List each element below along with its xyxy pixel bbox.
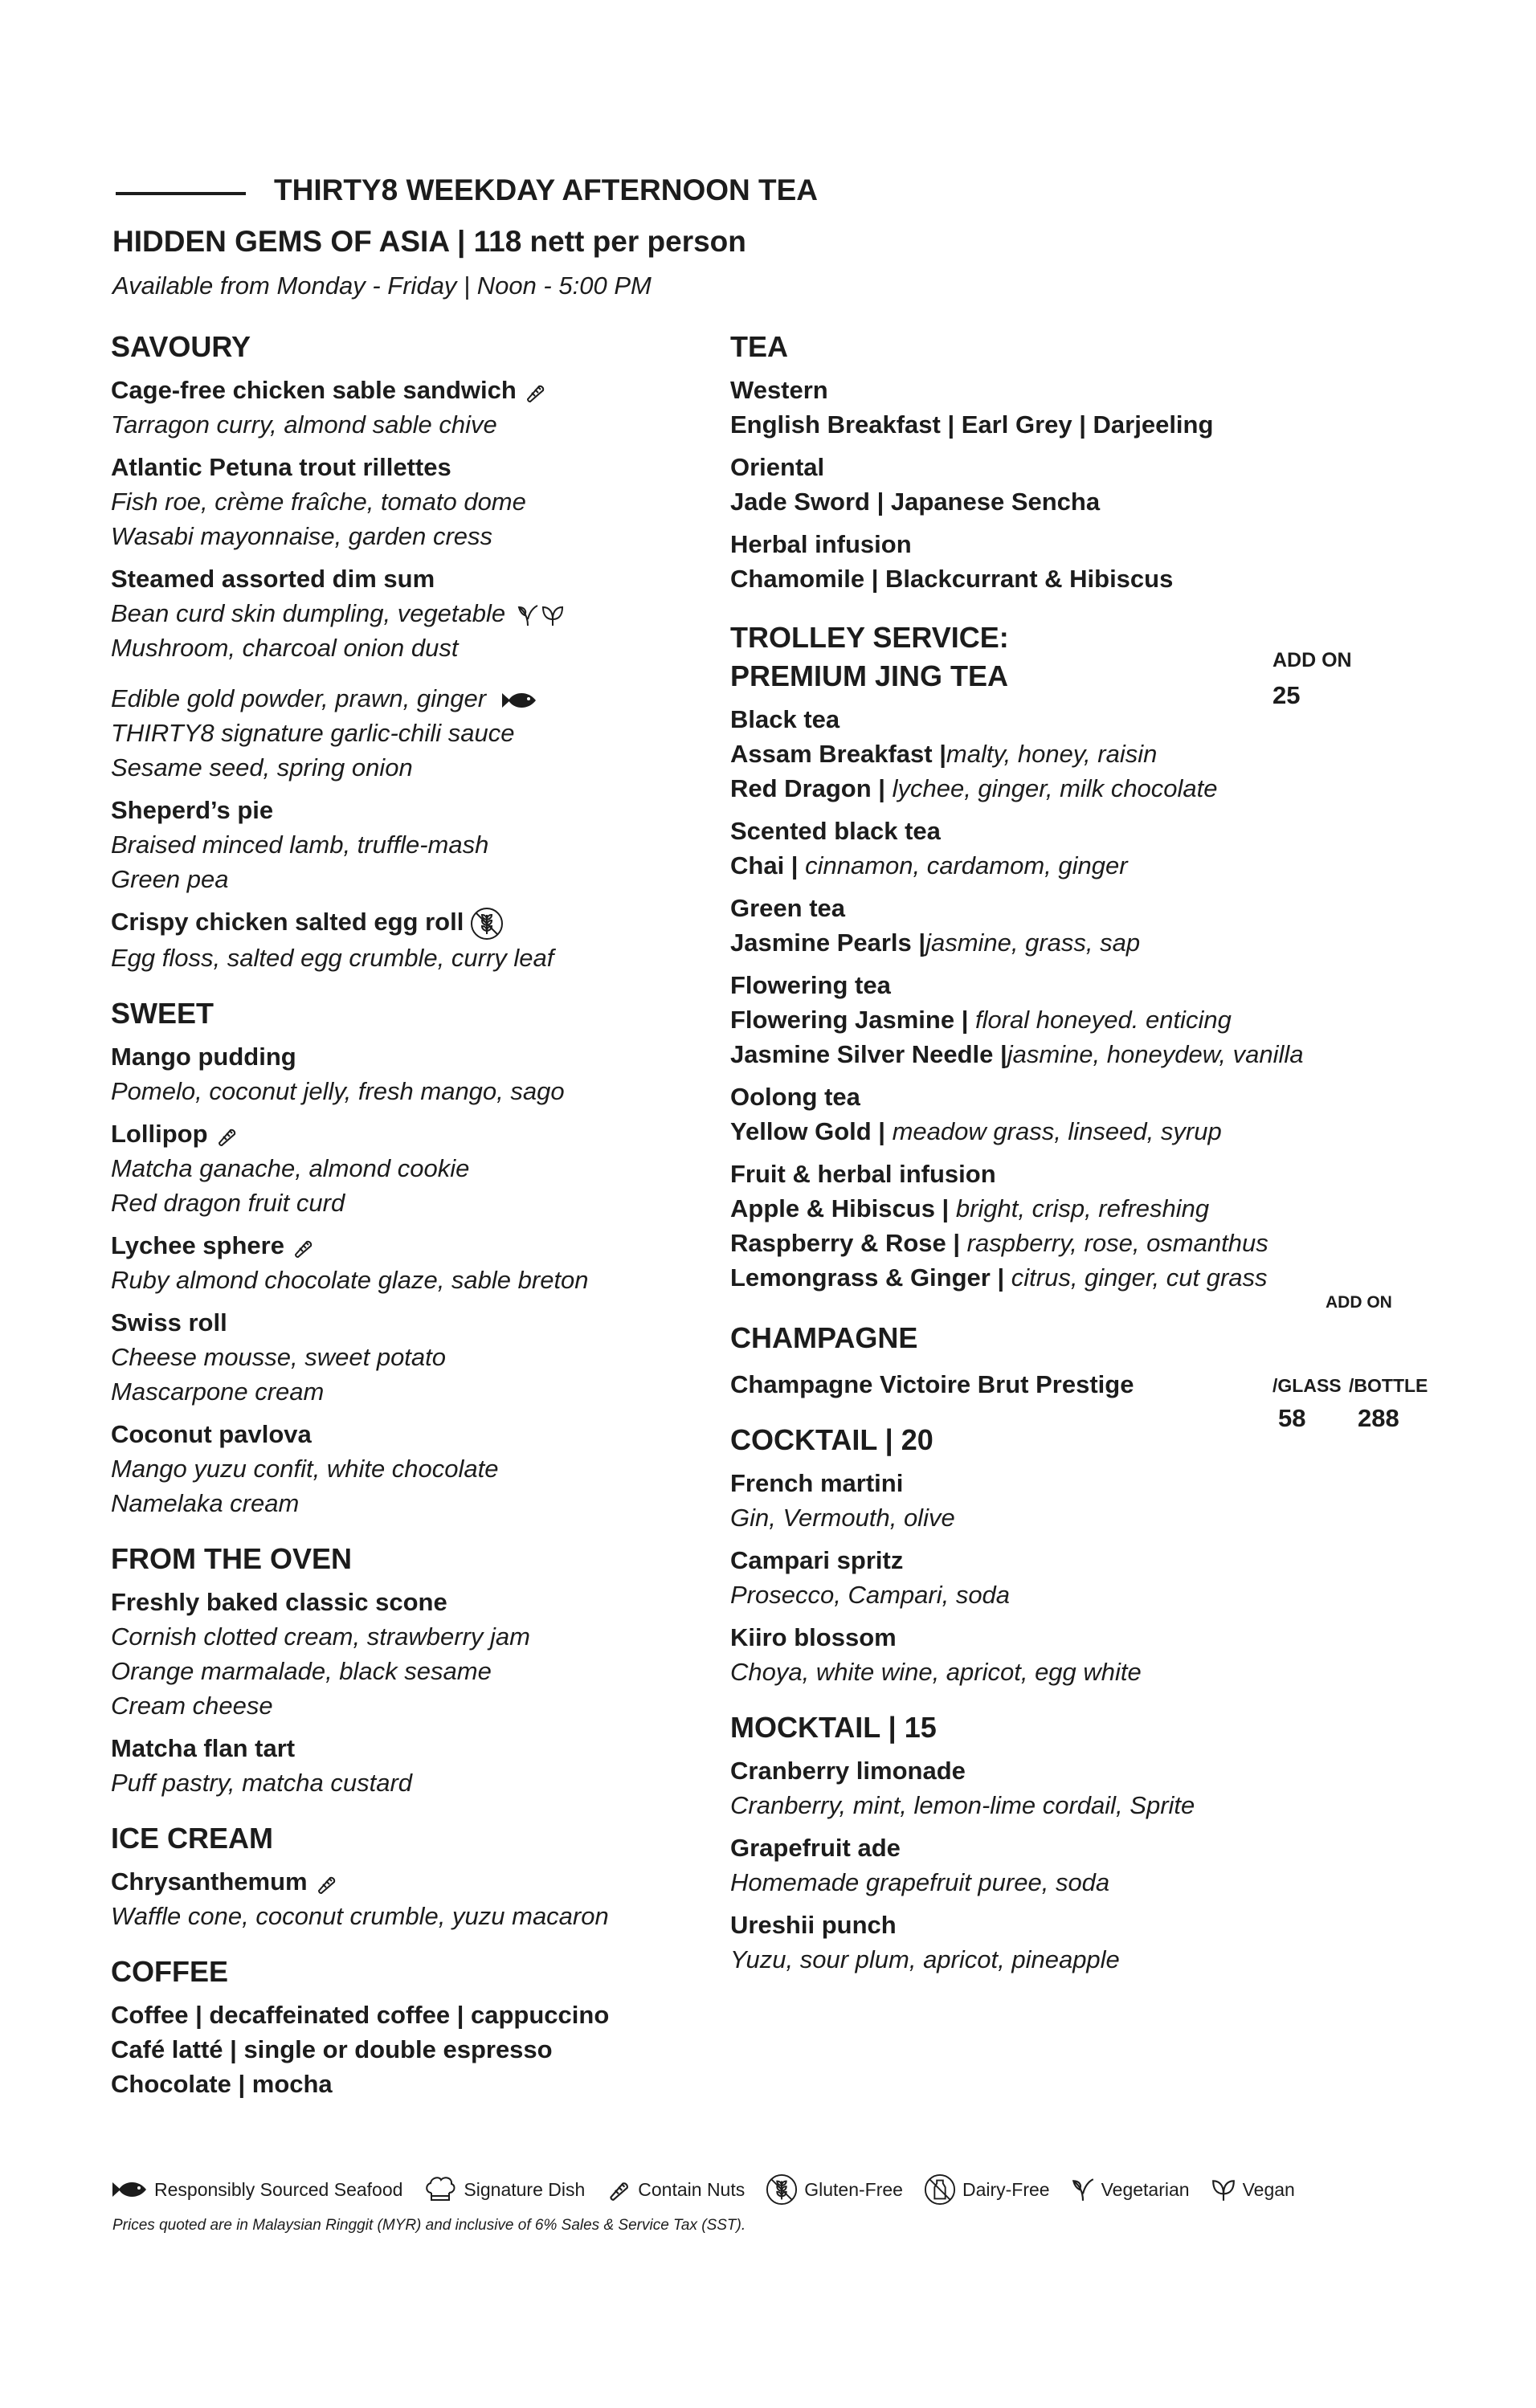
item-name: Lychee sphere	[111, 1231, 284, 1259]
tea-item	[730, 1260, 1309, 1295]
menu-item	[730, 1543, 1309, 1612]
tea-name: Raspberry & Rose |	[730, 1229, 961, 1257]
menu-item	[111, 1731, 721, 1800]
champagne-addon-label: ADD ON	[1326, 1293, 1392, 1312]
menu-item	[111, 450, 721, 553]
legend-item	[111, 2179, 402, 2201]
tea-label: Flowering tea	[730, 971, 891, 999]
tea-item	[730, 1114, 1309, 1149]
tea-group	[730, 527, 1309, 596]
legend-label: Vegetarian	[1101, 2178, 1190, 2200]
menu-item	[730, 1466, 1309, 1535]
nut-icon	[523, 380, 547, 404]
section-title-champagne: CHAMPAGNE	[730, 1321, 918, 1354]
item-name: Mango pudding	[111, 1042, 296, 1071]
right-column	[730, 328, 1309, 1985]
tea-item	[730, 737, 1309, 771]
tea-name: Lemongrass & Ginger |	[730, 1263, 1005, 1292]
chef-hat-icon	[423, 2175, 457, 2204]
tea-item	[730, 848, 1309, 883]
item-desc: Mango yuzu confit, white chocolate	[111, 1454, 499, 1483]
nut-icon	[214, 1124, 239, 1148]
item-desc: Mascarpone cream	[111, 1377, 325, 1406]
legend-label: Contain Nuts	[638, 2178, 746, 2200]
tea-notes: jasmine, honeydew, vanilla	[1007, 1040, 1304, 1068]
legend-label: Responsibly Sourced Seafood	[154, 2178, 403, 2200]
coffee-list	[111, 1998, 721, 2101]
tea-name: Chai |	[730, 851, 799, 880]
trolley-addon-label: ADD ON	[1273, 649, 1352, 671]
tea-group	[730, 373, 1309, 442]
section-title-savoury: SAVOURY	[111, 330, 251, 363]
item-name: Chrysanthemum	[111, 1867, 308, 1896]
dietary-legend	[111, 2173, 1316, 2206]
header-rule	[116, 192, 246, 195]
item-desc: Ruby almond chocolate glaze, sable breton	[111, 1265, 589, 1294]
item-desc: Sesame seed, spring onion	[111, 753, 413, 782]
champagne-glass-label: /GLASS	[1273, 1375, 1342, 1396]
item-desc: Waffle cone, coconut crumble, yuzu macaron	[111, 1901, 609, 1930]
legend-item	[1071, 2177, 1190, 2202]
tea-list: Chamomile | Blackcurrant & Hibiscus	[730, 565, 1174, 593]
section-title-cocktail: COCKTAIL | 20	[730, 1423, 933, 1456]
fish-icon	[111, 2180, 148, 2199]
tea-notes: bright, crisp, refreshing	[949, 1194, 1210, 1222]
tea-label: Western	[730, 376, 828, 404]
vegetarian-icon	[517, 603, 539, 627]
menu-item	[111, 561, 721, 665]
legend-item	[924, 2173, 1050, 2206]
item-desc: Braised minced lamb, truffle-mash	[111, 831, 489, 859]
nut-icon	[606, 2177, 631, 2202]
tea-notes: raspberry, rose, osmanthus	[960, 1229, 1268, 1257]
tea-group	[730, 1157, 1309, 1295]
item-desc: Tarragon curry, almond sable chive	[111, 410, 497, 439]
tea-name: Yellow Gold |	[730, 1117, 885, 1145]
tea-label: Black tea	[730, 705, 840, 733]
item-desc: Gin, Vermouth, olive	[730, 1504, 955, 1532]
coffee-line: Coffee | decaffeinated coffee | cappuccino	[111, 2000, 610, 2029]
tea-label: Green tea	[730, 894, 846, 922]
dairy-free-icon	[924, 2173, 956, 2206]
tea-item	[730, 925, 1309, 960]
item-desc: Cranberry, mint, lemon-lime cordail, Sprite	[730, 1791, 1195, 1819]
tea-item	[730, 1226, 1309, 1260]
tea-name: Assam Breakfast |	[730, 740, 946, 768]
menu-item	[730, 1367, 1309, 1402]
section-title-trolley: TROLLEY SERVICE:	[730, 621, 1009, 654]
tea-group	[730, 1080, 1309, 1149]
gluten-free-icon	[470, 907, 504, 941]
item-desc: Pomelo, coconut jelly, fresh mango, sago	[111, 1076, 565, 1105]
section-title-oven: FROM THE OVEN	[111, 1541, 353, 1575]
item-desc: Edible gold powder, prawn, ginger	[111, 684, 487, 712]
tea-label: Oriental	[730, 453, 825, 481]
menu-item	[111, 1228, 721, 1297]
item-desc: Choya, white wine, apricot, egg white	[730, 1658, 1142, 1686]
vegan-icon	[541, 603, 565, 627]
item-desc: Prosecco, Campari, soda	[730, 1581, 1011, 1609]
item-name: Champagne Victoire Brut Prestige	[730, 1370, 1134, 1398]
tea-group	[730, 891, 1309, 960]
tea-notes: cinnamon, cardamom, ginger	[798, 851, 1128, 880]
item-name: Atlantic Petuna trout rillettes	[111, 453, 451, 481]
item-desc: THIRTY8 signature garlic-chili sauce	[111, 719, 515, 747]
menu-item	[111, 681, 721, 785]
item-desc: Yuzu, sour plum, apricot, pineapple	[730, 1945, 1120, 1973]
trolley-addon-price: 25	[1273, 681, 1301, 709]
left-column	[111, 328, 721, 2101]
menu-item	[111, 373, 721, 442]
tea-label: Scented black tea	[730, 817, 941, 845]
legend-item	[423, 2175, 585, 2204]
item-name: Kiiro blossom	[730, 1623, 897, 1651]
item-name: Cranberry limonade	[730, 1757, 966, 1785]
item-name: Swiss roll	[111, 1308, 227, 1337]
tea-list: English Breakfast | Earl Grey | Darjeeling	[730, 410, 1214, 439]
item-desc: Namelaka cream	[111, 1488, 300, 1517]
item-desc: Fish roe, crème fraîche, tomato dome	[111, 488, 526, 516]
tea-notes: jasmine, grass, sap	[925, 929, 1141, 957]
menu-item	[111, 1039, 721, 1108]
section-title-mocktail: MOCKTAIL | 15	[730, 1711, 937, 1744]
nut-icon	[314, 1871, 338, 1896]
menu-item	[730, 1620, 1309, 1689]
legend-item	[766, 2173, 903, 2206]
tea-notes: floral honeyed. enticing	[968, 1006, 1232, 1034]
tea-group	[730, 968, 1309, 1071]
tea-notes: lychee, ginger, milk chocolate	[884, 774, 1218, 802]
tea-item	[730, 1191, 1309, 1226]
item-desc: Matcha ganache, almond cookie	[111, 1153, 470, 1182]
legend-label: Signature Dish	[464, 2178, 586, 2200]
price-footnote: Prices quoted are in Malaysian Ringgit (MYR) and inclusive of 6% Sales & Service Tax (SST).	[112, 2217, 746, 2234]
item-name: Crispy chicken salted egg roll	[111, 908, 464, 936]
menu-item	[111, 1864, 721, 1933]
coffee-line: Café latté | single or double espresso	[111, 2035, 553, 2063]
coffee-line: Chocolate | mocha	[111, 2069, 333, 2098]
tea-notes: meadow grass, linseed, syrup	[884, 1117, 1222, 1145]
tea-name: Jasmine Pearls |	[730, 929, 926, 957]
menu-item	[730, 1830, 1309, 1900]
section-title-sweet: SWEET	[111, 996, 214, 1030]
item-desc: Bean curd skin dumpling, vegetable	[111, 599, 506, 627]
item-desc: Green pea	[111, 865, 229, 893]
section-title-icecream: ICE CREAM	[111, 1821, 274, 1855]
tea-label: Fruit & herbal infusion	[730, 1160, 996, 1188]
champagne-glass-price: 58	[1278, 1404, 1306, 1432]
item-name: Cage-free chicken sable sandwich	[111, 376, 517, 404]
item-desc: Orange marmalade, black sesame	[111, 1656, 492, 1685]
tea-notes: malty, honey, raisin	[946, 740, 1158, 768]
tea-group	[730, 814, 1309, 883]
item-desc: Egg floss, salted egg crumble, curry leaf	[111, 943, 554, 972]
menu-item	[111, 1585, 721, 1723]
item-desc: Cheese mousse, sweet potato	[111, 1342, 447, 1371]
menu-item	[730, 1908, 1309, 1977]
tea-name: Red Dragon |	[730, 774, 885, 802]
menu-item	[111, 1116, 721, 1220]
item-desc: Wasabi mayonnaise, garden cress	[111, 522, 493, 550]
gluten-free-icon	[766, 2173, 798, 2206]
legend-item	[606, 2177, 745, 2202]
vegetarian-icon	[1071, 2177, 1095, 2202]
item-name: Campari spritz	[730, 1546, 904, 1574]
menu-item	[730, 1753, 1309, 1822]
champagne-bottle-label: /BOTTLE	[1349, 1375, 1428, 1396]
legend-label: Gluten-Free	[804, 2178, 903, 2200]
menu-item	[111, 793, 721, 896]
item-desc: Homemade grapefruit puree, soda	[730, 1868, 1110, 1896]
tea-label: Oolong tea	[730, 1083, 860, 1111]
item-desc: Cornish clotted cream, strawberry jam	[111, 1622, 530, 1651]
item-desc: Cream cheese	[111, 1691, 273, 1720]
legend-item	[1211, 2177, 1295, 2202]
item-name: Ureshii punch	[730, 1911, 897, 1939]
vegan-icon	[1211, 2177, 1236, 2202]
tea-item	[730, 1037, 1309, 1071]
menu-item	[111, 1417, 721, 1520]
item-name: Lollipop	[111, 1119, 208, 1148]
menu-subtitle: HIDDEN GEMS OF ASIA | 118 nett per person	[112, 225, 746, 258]
item-name: Coconut pavlova	[111, 1419, 312, 1448]
tea-notes: citrus, ginger, cut grass	[1004, 1263, 1268, 1292]
item-desc: Red dragon fruit curd	[111, 1188, 345, 1217]
item-name: Sheperd’s pie	[111, 796, 274, 824]
item-name: French martini	[730, 1469, 904, 1497]
item-name: Steamed assorted dim sum	[111, 565, 435, 593]
fish-icon	[500, 690, 537, 711]
tea-list: Jade Sword | Japanese Sencha	[730, 488, 1101, 516]
nut-icon	[291, 1235, 315, 1259]
tea-name: Apple & Hibiscus |	[730, 1194, 950, 1222]
tea-item	[730, 1002, 1309, 1037]
item-name: Freshly baked classic scone	[111, 1587, 447, 1616]
item-desc: Mushroom, charcoal onion dust	[111, 634, 459, 662]
section-title-tea: TEA	[730, 330, 788, 363]
tea-group	[730, 450, 1309, 519]
legend-label: Dairy-Free	[962, 2178, 1050, 2200]
item-name: Matcha flan tart	[111, 1733, 296, 1762]
tea-name: Flowering Jasmine |	[730, 1006, 969, 1034]
section-title-coffee: COFFEE	[111, 1954, 229, 1988]
item-desc: Puff pastry, matcha custard	[111, 1768, 413, 1797]
menu-item	[111, 1305, 721, 1409]
item-name: Grapefruit ade	[730, 1834, 901, 1862]
tea-label: Herbal infusion	[730, 530, 912, 558]
champagne-bottle-price: 288	[1358, 1404, 1399, 1432]
availability-note: Available from Monday - Friday | Noon - 5:00 PM	[112, 271, 652, 300]
tea-name: Jasmine Silver Needle |	[730, 1040, 1007, 1068]
menu-item	[111, 904, 721, 975]
tea-group	[730, 702, 1309, 806]
section-title-trolley-2: PREMIUM JING TEA	[730, 659, 1009, 692]
menu-title: THIRTY8 WEEKDAY AFTERNOON TEA	[274, 173, 819, 206]
tea-item	[730, 771, 1309, 806]
legend-label: Vegan	[1242, 2178, 1295, 2200]
